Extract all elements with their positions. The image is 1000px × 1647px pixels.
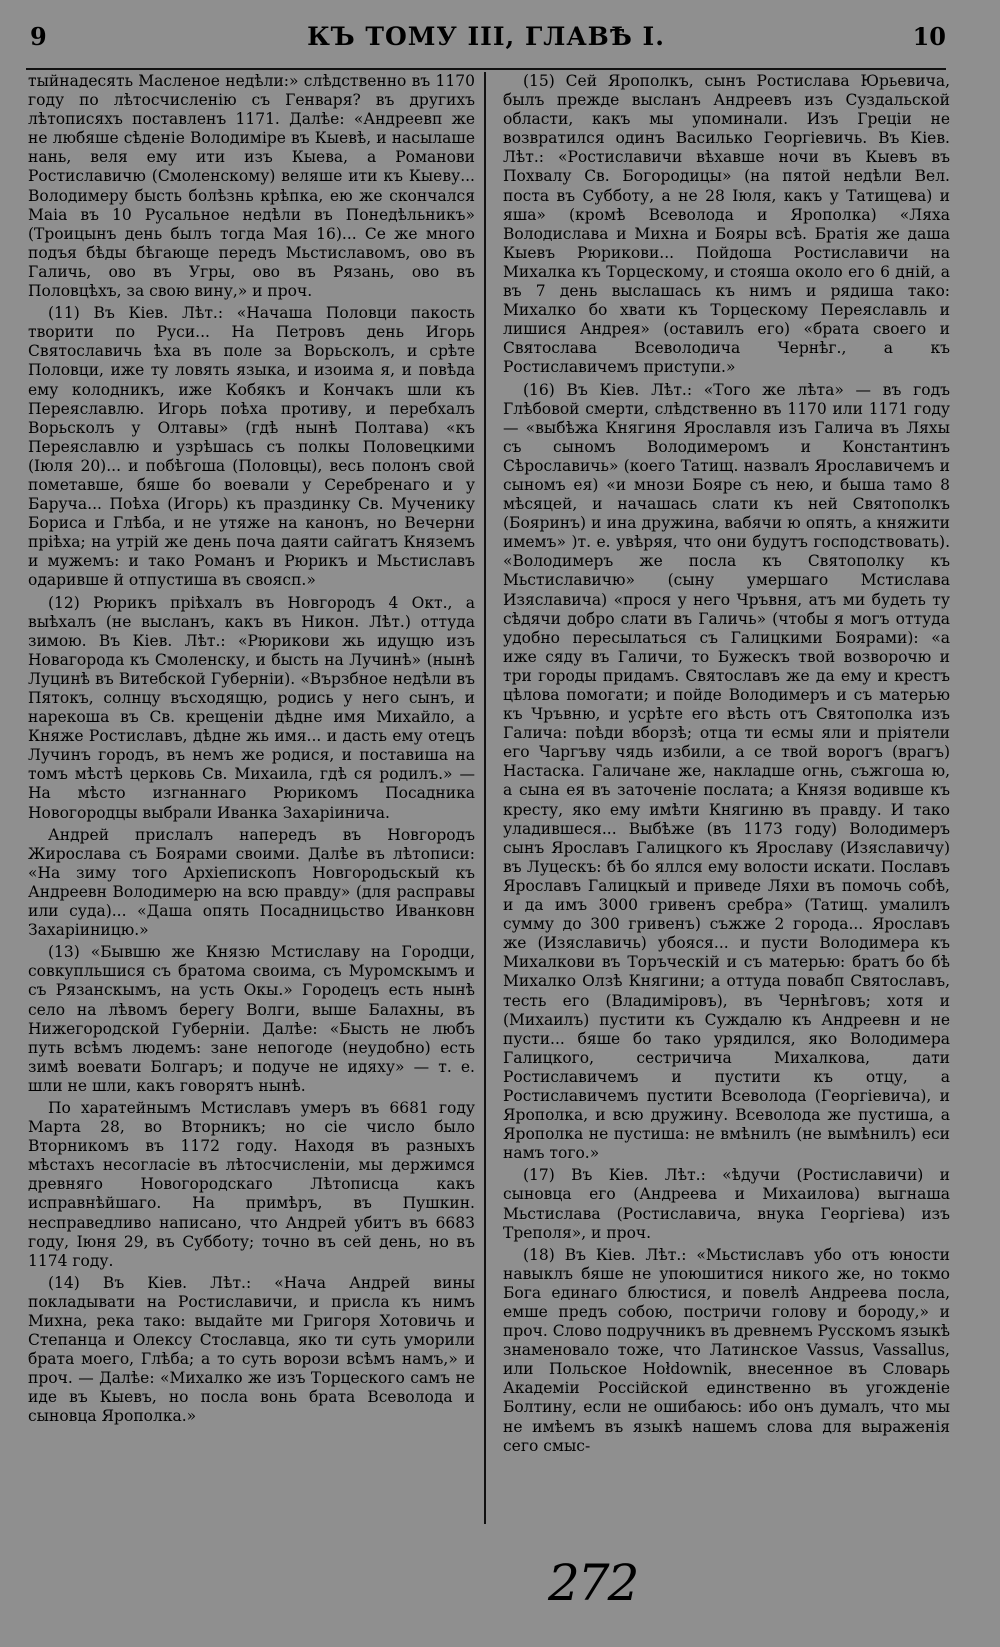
left-paragraph-4: Андрей прислалъ напередъ въ Новгородъ Жирослава съ Боярами своими. Далѣе въ лѣтописи: «На зиму того Архіепископъ Новгородьскый къ Андреевн Володимерю на всю правду» (для расправы или суда)... «Даша опять Посадницьство Иванковн Захаріиницю.» — [28, 825, 475, 940]
left-paragraph-6: По харатейнымъ Мстиславъ умеръ въ 6681 году Марта 28, во Вторникъ; но сіе число было Вторникомъ въ 1172 году. Находя въ разныхъ мѣстахъ несогласіе въ лѣтосчисленіи, мы держимся древняго Новогородскаго Лѣтописца какъ исправнѣйшаго. На примѣръ, въ Пушкин. несправедливо написано, что Андрей убитъ въ 6683 году, Іюня 29, въ Субботу; точно въ сей день, но въ 1174 году. — [28, 1098, 475, 1270]
left-paragraph-5: (13) «Бывшю же Князю Мстиславу на Городци, совкупльшися съ братома своима, съ Муромскымъ и съ Рязанскымъ, на усть Окы.» Городецъ есть нынѣ село на лѣвомъ берегу Волги, выше Балахны, въ Нижегородской Губерніи. Далѣе: «Бысть не любъ путь всѣмъ людемъ: зане непогоде (неудобно) есть зимѣ воевати Болгаръ; и подуче не идяху» — т. е. шли не шли, какъ говорятъ нынѣ. — [28, 943, 475, 1095]
page-header — [26, 22, 946, 58]
handwritten-page-number: 272 — [548, 1554, 638, 1612]
running-title: КЪ ТОМУ III, ГЛАВѢ I. — [307, 22, 665, 51]
header-rule — [26, 68, 946, 70]
right-column — [503, 72, 950, 1459]
page-number-right: 10 — [912, 22, 946, 51]
column-divider — [484, 72, 486, 1524]
right-paragraph-2: (16) Въ Кіев. Лѣт.: «Того же лѣта» — въ годъ Глѣбовой смерти, слѣдственно въ 1170 или 1171 году — «выбѣжа Княгиня Ярославля изъ Галича въ Ляхы съ сыномъ Володимеромъ и Константинъ Сѣрославичь» (коего Татищ. назвалъ Ярославичемъ и сыномъ ея) «и мнози Бояре съ нею, и быша тамо 8 мѣсяцей, и начашась слати къ ней Святополкъ (Бояринъ) и ина дружина, вабячи ю опять, а княжити имемъ» )т. е. увѣряя, что они будутъ господствовать). «Володимеръ же посла къ Святополку къ Мьстиславичю» (сыну умершаго Мстислава Изяславича) «прося у него Чръвня, атъ ми будеть ту сѣдячи добро слати въ Галичь» (чтобы я могъ оттуда удобно пересылаться съ Галицкими Боярами): «а иже сяду въ Галичи, то Бужескъ твой возворочю и три городы придамъ. Святославъ же да ему и крестъ цѣлова помогати; и пойде Володимеръ и съ матерью къ Чръвню, и усрѣте его вѣсть отъ Святополка изъ Галича: поѣди вборзѣ; отца ти есмы яли и пріятели его Чаргъву чядь избили, а се твой ворогъ (врагъ) Настаска. Галичане же, накладше огнь, съжгоша ю, а сына ея въ заточеніе послата; а Князя водивше къ кресту, яко ему имѣти Княгиню въ правду. И тако уладившеся... Выбѣже (въ 1173 году) Володимеръ сынъ Ярославъ Галицкого къ Ярославу (Изяславичу) въ Луцескъ: бѣ бо яллся ему волости искати. Пославъ Ярославъ Галицкый и приведе Ляхи въ помочь собѣ, и да имъ 3000 гривенъ сребра» (Татищ. умалилъ сумму до 300 гривенъ) съжже 2 города... Ярославъ же (Изяславичь) убояся... и пусти Володимера къ Михалкови въ Торъческій и съ матерью: братъ бо бѣ Михалко Олзѣ Княгини; а оттуда повабп Святославъ, тесть его (Владиміровъ), въ Чернѣговъ; хотя и (Михаилъ) пустити къ Суждалю къ Андреевн и не пусти... бяше бо тако урядился, яко Володимера Галицкого, сестричича Михалкова, дати Ростиславичемъ и пустити къ отцу, а Ростиславичемъ пустити Всеволода (Георгіевича), и Ярополка, и всю дружину. Всеволода же пустиша, а Ярополка не пустиша: не вмѣнилъ (не вымѣнилъ) еси намъ того.» — [503, 380, 950, 1163]
left-paragraph-2: (11) Въ Кіев. Лѣт.: «Начаша Половци пакость творити по Руси... На Петровъ день Игорь Святославичь ѣха въ поле за Ворьсколъ, и срѣте Половци, иже ту ловять языка, и изоима я, и повѣда ему колодникъ, иже Кобякъ и Кончакъ шли къ Переяславлю. Игорь поѣха противу, и перебхалъ Ворьсколъ у Олтавы» (гдѣ нынѣ Полтава) «къ Переяславлю и узрѣшась съ полкы Половецкими (Іюля 20)... и побѣгоша (Половцы), весь полонъ свой пометавше, бяше бо воевали у Серебренаго и у Баруча... Поѣха (Игорь) къ праздинку Св. Мученику Бориса и Глѣба, и не утяже на канонъ, но Вечерни пріѣха; на утрій же день поча даяти сайгатъ Княземъ и мужемъ: и тако Романъ и Рюрикъ и Мьстиславъ одаривше й отпустиша въ своясп.» — [28, 304, 475, 590]
left-paragraph-3: (12) Рюрикъ пріѣхалъ въ Новгородъ 4 Окт., а выѣхалъ (не высланъ, какъ въ Никон. Лѣт.) оттуда зимою. Въ Кіев. Лѣт.: «Рюрикови жь идущю изъ Новагорода къ Смоленску, и бысть на Лучинѣ» (нынѣ Луцинѣ въ Витебской Губерніи). «Вързбное недѣли въ Пятокъ, солнцу въсходящю, родись у него сынъ, и нарекоша въ Св. крещеніи дѣдне имя Михайло, а Княже Ростиславъ, дѣдне жь имя... и дасть ему отецъ Лучинъ городъ, въ немъ же родися, и поставиша на томъ мѣстѣ церковь Св. Михаила, гдѣ ся родилъ.» — На мѣсто изгнаннаго Рюрикомъ Посадника Новогородцы выбрали Иванка Захаріинича. — [28, 593, 475, 822]
right-paragraph-1: (15) Сей Ярополкъ, сынъ Ростислава Юрьевича, былъ прежде высланъ Андреевъ изъ Суздальской области, какъ мы упоминали. Изъ Греціи не возвратился одинъ Василько Георгіевичь. Въ Кіев. Лѣт.: «Ростиславичи вѣхавше ночи въ Кыевъ въ Похвалу Св. Богородицы» (на пятой недѣли Вел. поста въ Субботу, а не 28 Іюля, какъ у Татищева) и яша» (кромѣ Всеволода и Ярополка) «Ляха Володислава и Михна и Бояры всѣ. Братія же даша Кыевъ Рюрикови... Пойдоша Ростиславичи на Михалка къ Торцескому, и стояша около его 6 дній, а въ 7 день выслашась къ нимъ и рядиша тако: Михалко бо хвати къ Торцескому Переяславль и лишися Андрея» (оставилъ его) «брата своего и Святослава Всеволодича Чернѣг., а къ Ростиславичемъ приступи.» — [503, 72, 950, 377]
right-paragraph-3: (17) Въ Кіев. Лѣт.: «ѣдучи (Ростиславичи) и сыновца его (Андреева и Михаилова) выгнаша Мьстислава (Ростиславича, внука Георгіева) изъ Треполя», и проч. — [503, 1166, 950, 1242]
left-paragraph-7: (14) Въ Кіев. Лѣт.: «Нача Андрей вины покладывати на Ростиславичи, и присла къ нимъ Михна, река тако: выдайте ми Григоря Хотовичь и Степанца и Олексу Стославца, яко ти суть уморили брата моего, Глѣба; а то суть ворози всѣмъ намъ,» и проч. — Далѣе: «Михалко же изъ Торцеского самъ не иде въ Кыевъ, но посла вонь брата Всеволода и сыновца Ярополка.» — [28, 1273, 475, 1426]
left-paragraph-1: тыйнадесять Масленое недѣли:» слѣдственно въ 1170 году по лѣтосчисленію съ Генваря? въ другихъ лѣтописяхъ поставленъ 1171. Далѣе: «Андреевп же не любяше сѣденіе Володиміре въ Кыевѣ, и насылаше нань, веля ему ити изъ Кыева, а Романови Ростиславичю (Смоленскому) веляше ити къ Кыеву... Володимеру бысть болѣзнь крѣпка, ею же скончался Маіа въ 10 Русальное недѣли въ Понедѣльникъ» (Троицынъ день былъ тогда Мая 16)... Се же много подъя бѣды бѣгающе передъ Мьстиславомъ, ово въ Галичь, ово въ Угры, ово въ Рязань, ово въ Половцѣхъ, за свою вину,» и проч. — [28, 72, 475, 301]
right-paragraph-4: (18) Въ Кіев. Лѣт.: «Мьстиславъ убо отъ юности навыклъ бяше не упоюшитися никого же, но токмо Бога единаго блюстися, и повелѣ Андреева посла, емше предъ собою, постричи голову и бороду,» и проч. Слово подручникъ въ древнемъ Русскомъ языкѣ знаменовало тоже, что Латинское Vassus, Vassallus, или Польское Hołdownik, внесенное въ Словарь Академіи Россійской единственно въ угожденіе Болтину, если не ошибаюсь: ибо онъ думалъ, что мы не имѣемъ въ языкѣ нашемъ слова для выраженія сего смыс- — [503, 1245, 950, 1455]
page-number-left: 9 — [30, 22, 47, 51]
left-column — [28, 72, 475, 1430]
